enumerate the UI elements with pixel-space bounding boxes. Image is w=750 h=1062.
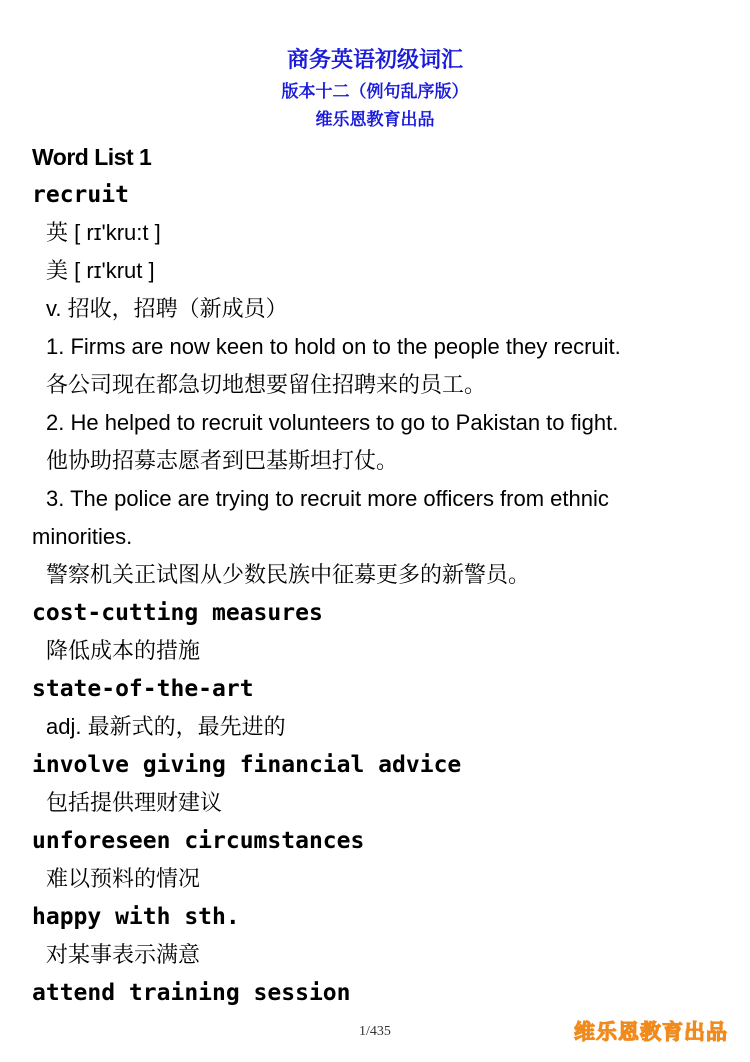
- entry-word: recruit: [32, 182, 129, 208]
- entry-meaning: 对某事表示满意: [46, 942, 201, 967]
- entry-word: cost-cutting measures: [32, 600, 323, 626]
- example-3-english: 3. The police are trying to recruit more officers from ethnic: [46, 486, 609, 511]
- entry-word: happy with sth.: [32, 904, 240, 930]
- watermark-logo: 维乐恩教育出品: [574, 1020, 728, 1044]
- part-of-speech-definition: v. 招收，招聘（新成员）: [46, 296, 288, 321]
- entry-meaning: 难以预料的情况: [46, 866, 201, 891]
- entry-meaning: 降低成本的措施: [46, 638, 201, 663]
- document-publisher: 维乐恩教育出品: [315, 110, 435, 130]
- uk-pronunciation: 英 [ rɪ'kru:t ]: [46, 220, 161, 245]
- entry-meaning: adj. 最新式的，最先进的: [46, 714, 286, 739]
- example-3-english-continued: minorities.: [32, 524, 133, 549]
- entry-attend-training-session: [32, 974, 722, 1012]
- entry-unforeseen-circumstances: [32, 822, 722, 898]
- us-pronunciation: 美 [ rɪ'krut ]: [46, 258, 155, 283]
- word-list-heading: Word List 1: [32, 144, 152, 170]
- entry-involve-giving-financial-advice: [32, 746, 722, 822]
- example-3-chinese: 警察机关正试图从少数民族中征募更多的新警员。: [46, 562, 531, 587]
- example-1-english: 1. Firms are now keen to hold on to the people they recruit.: [46, 334, 621, 359]
- page-number: 1/435: [359, 1024, 391, 1039]
- entry-state-of-the-art: [32, 670, 722, 746]
- entry-cost-cutting-measures: [32, 594, 722, 670]
- entry-word: involve giving financial advice: [32, 752, 462, 778]
- entry-recruit: [32, 176, 722, 594]
- document-header: [0, 44, 750, 134]
- example-1-chinese: 各公司现在都急切地想要留住招聘来的员工。: [46, 372, 487, 397]
- entry-word: attend training session: [32, 980, 351, 1006]
- entry-word: state-of-the-art: [32, 676, 254, 702]
- document-subtitle: 版本十二（例句乱序版）: [281, 82, 469, 102]
- entry-word: unforeseen circumstances: [32, 828, 365, 854]
- entry-meaning: 包括提供理财建议: [46, 790, 223, 815]
- word-list: [32, 138, 722, 1012]
- entry-happy-with-sth: [32, 898, 722, 974]
- example-2-chinese: 他协助招募志愿者到巴基斯坦打仗。: [46, 448, 399, 473]
- example-2-english: 2. He helped to recruit volunteers to go to Pakistan to fight.: [46, 410, 619, 435]
- document-title: 商务英语初级词汇: [286, 48, 463, 73]
